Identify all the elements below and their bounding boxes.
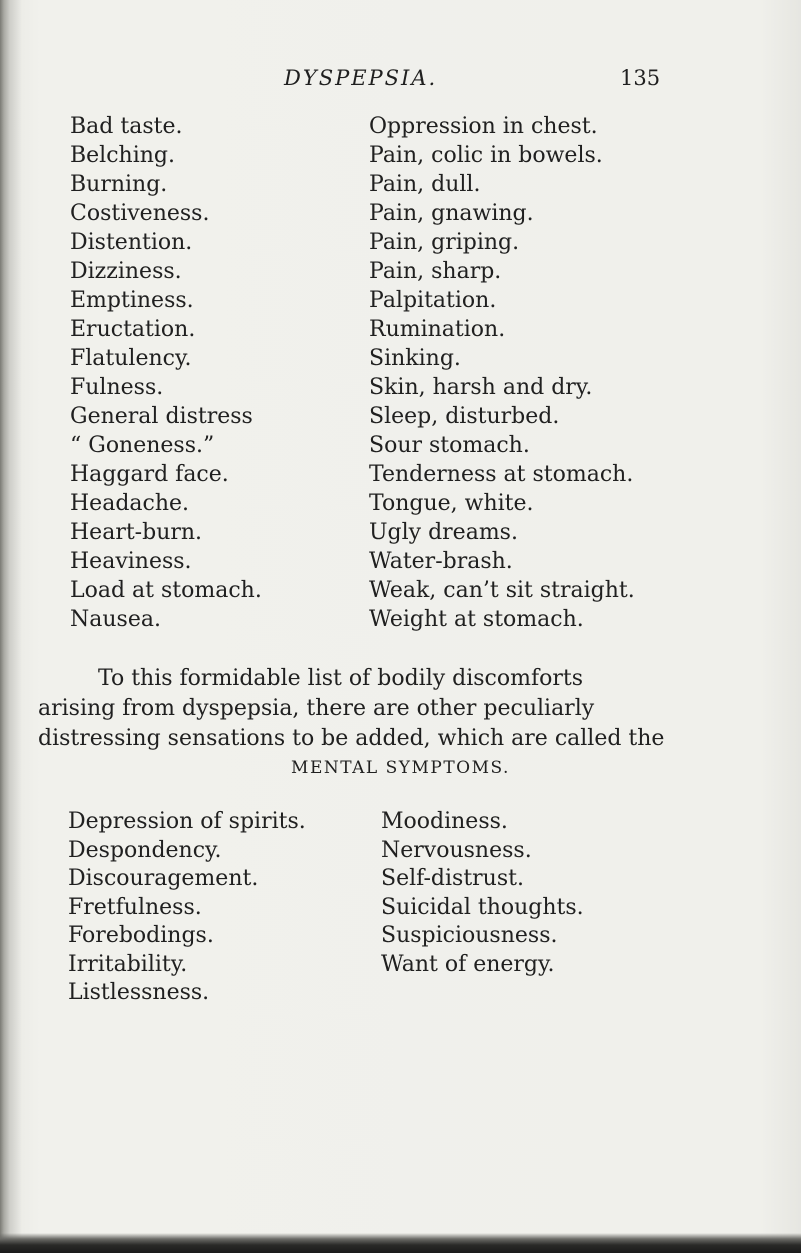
running-head: DYSPEPSIA.	[284, 66, 438, 90]
list-item: Pain, griping.	[369, 230, 520, 255]
list-item: Flatulency.	[70, 346, 192, 371]
page-header	[0, 66, 801, 96]
list-item: Sleep, disturbed.	[369, 404, 560, 429]
list-item: Costiveness.	[70, 201, 210, 226]
list-item: Water-brash.	[369, 549, 513, 574]
list-item: Heart-burn.	[70, 520, 203, 545]
symptom-list-right	[369, 112, 635, 634]
list-item: Heaviness.	[70, 549, 192, 574]
paragraph-line: distressing sensations to be added, which are called the	[38, 726, 665, 751]
list-item: Depression of spirits.	[68, 809, 306, 834]
list-item: Oppression in chest.	[369, 114, 598, 139]
list-item: Emptiness.	[70, 288, 194, 313]
paragraph-line: To this formidable list of bodily discomforts	[98, 666, 584, 691]
list-item: Distention.	[70, 230, 193, 255]
list-item: Sour stomach.	[369, 433, 530, 458]
list-item: Want of energy.	[381, 951, 555, 977]
list-item: Ugly dreams.	[369, 520, 518, 545]
list-item: Forebodings.	[68, 923, 214, 948]
list-item: Sinking.	[369, 346, 461, 371]
list-item: Palpitation.	[369, 288, 497, 313]
list-item: Dizziness.	[70, 259, 182, 284]
list-item: Tenderness at stomach.	[369, 462, 634, 487]
body-paragraph	[38, 664, 688, 754]
list-item: Weight at stomach.	[369, 607, 584, 632]
list-item: Weak, can’t sit straight.	[369, 578, 635, 603]
list-item: Discouragement.	[68, 866, 259, 891]
list-item: Belching.	[70, 143, 175, 168]
list-item: Pain, colic in bowels.	[369, 143, 603, 168]
page-binding-shadow	[0, 0, 22, 1253]
list-item: Rumination.	[369, 317, 506, 342]
list-item: Pain, sharp.	[369, 259, 502, 284]
list-item: “ Goneness.”	[70, 433, 215, 458]
symptom-list-left	[70, 112, 262, 634]
list-item: Burning.	[70, 172, 168, 197]
list-item: Skin, harsh and dry.	[369, 375, 593, 400]
section-heading: MENTAL SYMPTOMS.	[291, 758, 510, 778]
list-item: Despondency.	[68, 837, 222, 863]
list-item: Moodiness.	[381, 809, 508, 834]
page-number: 135	[620, 66, 661, 90]
list-item: Fulness.	[70, 375, 164, 400]
list-item: Pain, gnawing.	[369, 201, 534, 226]
mental-symptom-list-left	[68, 808, 306, 1008]
list-item: Suspiciousness.	[381, 923, 558, 948]
list-item: Listlessness.	[68, 980, 210, 1005]
list-item: Bad taste.	[70, 114, 183, 139]
page-bottom-edge	[0, 1233, 801, 1253]
list-item: Headache.	[70, 491, 190, 516]
paragraph-line: arising from dyspepsia, there are other peculiarly	[38, 696, 595, 721]
list-item: Nausea.	[70, 607, 161, 632]
list-item: Nervousness.	[381, 837, 532, 863]
list-item: Tongue, white.	[369, 491, 534, 516]
list-item: Load at stomach.	[70, 578, 262, 603]
list-item: Fretfulness.	[68, 894, 202, 920]
list-item: General distress	[70, 404, 253, 429]
list-item: Self-distrust.	[381, 866, 524, 891]
list-item: Pain, dull.	[369, 172, 481, 197]
list-item: Haggard face.	[70, 462, 229, 487]
list-item: Suicidal thoughts.	[381, 894, 584, 920]
list-item: Irritability.	[68, 951, 188, 977]
list-item: Eructation.	[70, 317, 196, 342]
mental-symptom-list-right	[381, 808, 584, 979]
